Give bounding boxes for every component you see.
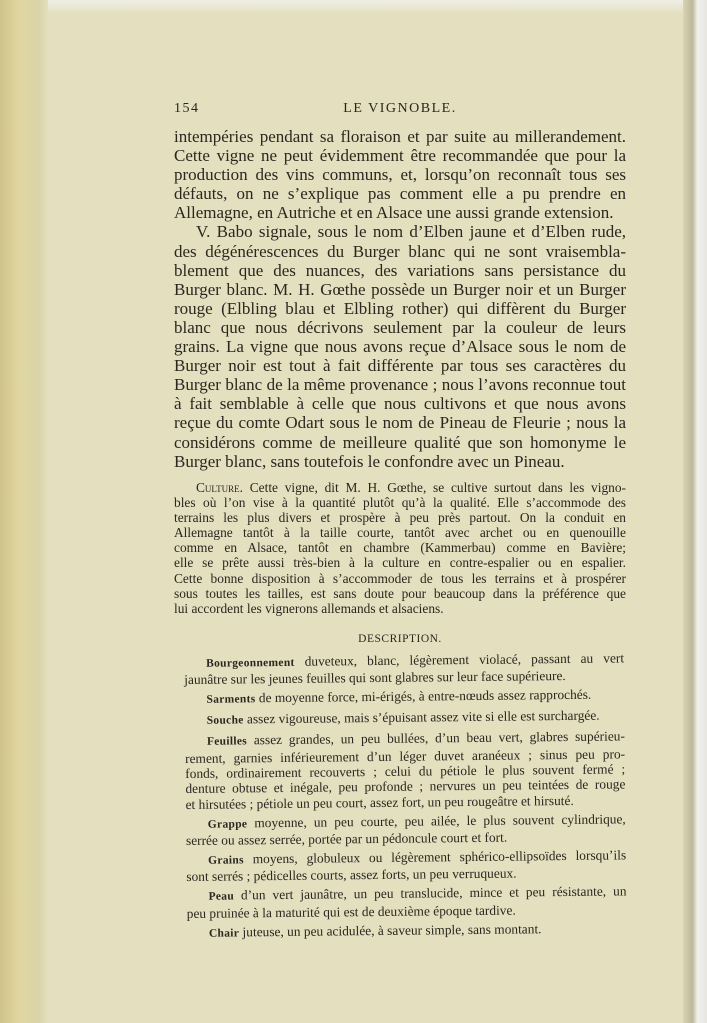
page-top-edge: [0, 0, 707, 14]
description-heading: DESCRIPTION.: [358, 633, 442, 645]
text-line: [185, 708, 625, 730]
text-line: production des vins communs, et, lorsqu’on reconnaît tous ses: [174, 165, 626, 185]
description-entry: [184, 687, 624, 709]
description-term: Feuilles: [206, 735, 248, 748]
description-entry: [186, 811, 626, 848]
line-text: fonds, ordinairement recouverts ; celui du pétiole le plus souvent fermé ;: [185, 761, 626, 781]
text-line: [174, 525, 626, 540]
text-line: [174, 601, 626, 616]
line-text: assez grandes, un peu bullées, d’un beau vert, glabres supérieu-: [253, 728, 625, 748]
text-line: [187, 920, 627, 942]
line-text: de moyenne force, mi-érigés, à entre-nœuds assez rapprochés.: [258, 687, 592, 706]
text-line: rouge (Elbling blau et Elbling rother) qui diffèrent du Burger: [174, 298, 626, 318]
book-gutter: [0, 0, 48, 1023]
line-text: rement, garnies inférieurement d’un léger duvet aranéeux ; sinus peu pro-: [185, 745, 626, 766]
line-text: assez vigoureuse, mais s’épuisant assez vite si elle est surchargée.: [246, 707, 600, 727]
description-term: Peau: [208, 890, 235, 904]
text-line: à fait semblable à celle que nous cultivons et que nous avons: [174, 394, 626, 414]
text-line: Burger noir est tout à fait différente par tous ses caractères du: [174, 356, 626, 376]
text-line: des dégénérescences du Burger blanc qui ne sont vraisembla-: [174, 241, 626, 261]
text-line: [185, 792, 625, 812]
main-text: [174, 127, 626, 471]
description-entry: [185, 729, 626, 813]
description-entry: [186, 847, 626, 884]
line-text: Cette vigne, dit M. H. Gœthe, se cultive surtout dans les vigno-: [249, 480, 626, 495]
text-line: [174, 510, 626, 525]
text-line: [174, 495, 626, 510]
line-text: Allemagne tantôt à la taille courte, tantôt avec archet ou en quenouille: [174, 525, 626, 541]
line-text: duveteux, blanc, légèrement violacé, passant au vert: [304, 650, 625, 669]
description-term: Grappe: [207, 818, 248, 831]
text-line: [174, 540, 626, 555]
text-line: [174, 571, 626, 586]
description-term: Souche: [206, 714, 244, 727]
line-text: jaunâtre sur les jeunes feuilles qui sont glabres sur leur face supérieure.: [184, 668, 566, 688]
line-text: serrée ou assez serrée, portée par un pédoncule court et fort.: [185, 829, 508, 849]
text-line: défauts, on ne s’explique pas comment elle a pu prendre en: [174, 184, 626, 204]
description-entry: [186, 884, 626, 921]
line-text: d’un vert jaunâtre, un peu translucide, mince et peu résistante, un: [240, 883, 627, 903]
text-line: [174, 480, 626, 495]
text-line: [184, 668, 624, 688]
page-right-edge: [683, 0, 707, 1023]
line-text: moyenne, un peu courte, peu ailée, le plus souvent cylindrique,: [254, 811, 626, 830]
text-line: blanc que nous décrivons seulement par la couleur de leurs: [174, 317, 626, 337]
description-entry: [184, 650, 624, 687]
description-term: Bourgeonnement: [206, 656, 295, 670]
line-text: denture obtuse et inégale, peu profonde ; nervures un peu teintées de rouge: [185, 776, 626, 797]
description-term: Chair: [208, 927, 240, 940]
description-entry: [187, 920, 627, 942]
line-text: moyens, globuleux ou légèrement sphérico-ellipsoïdes lorsqu’ils: [252, 847, 627, 867]
line-text: comme en Alsace, tantôt en chambre (Kammerbau) comme en Bavière;: [174, 540, 626, 556]
line-text: sont serrés ; pédicelles courts, assez forts, un peu verruqueux.: [186, 865, 517, 885]
line-text: lui accordent les vignerons allemands et alsaciens.: [174, 600, 444, 616]
text-line: reçue du comte Odart sous le nom de Pineau de Fleurie ; nous la: [174, 413, 626, 433]
text-line: blement que des nuances, des variations sans persistance du: [174, 260, 626, 280]
running-title: LE VIGNOBLE.: [343, 101, 457, 116]
text-line: Burger blanc de la même provenance ; nous l’avons reconnue tout: [174, 375, 626, 395]
text-line: [187, 901, 627, 921]
text-line: Burger blanc. M. H. Gœthe possède un Burger noir et un Burger: [174, 279, 626, 299]
line-text: juteuse, un peu acidulée, à saveur simple, sans montant.: [242, 920, 542, 939]
text-line: [174, 555, 626, 570]
text-line: intempéries pendant sa floraison et par suite au millerandement.: [174, 127, 626, 146]
line-text: peu pruinée à la maturité qui est de deuxième époque tardive.: [186, 902, 516, 921]
line-text: Cette bonne disposition à s’accommoder de tous les terrains et à prospérer: [174, 570, 626, 586]
line-text: bles où l’on vise à la quantité plutôt qu’à la qualité. Elle s’accommode des: [174, 495, 626, 511]
text-line: considérons comme de meilleure qualité que son homonyme le: [174, 432, 626, 452]
text-line: [184, 687, 624, 709]
page-number: 154: [174, 101, 200, 116]
text-line: Allemagne, en Autriche et en Alsace une aussi grande extension.: [174, 203, 614, 223]
line-text: terrains les plus divers et prospère à peu près partout. On la conduit en: [174, 510, 626, 526]
culture-paragraph: [174, 480, 626, 616]
description-term: Grains: [208, 854, 244, 867]
text-line: Cette vigne ne peut évidemment être recommandée que pour la: [174, 146, 626, 166]
description-entry: [185, 708, 625, 730]
text-line: grains. La vigne que nous avons reçue d’Alsace sous le nom de: [174, 337, 626, 357]
text-line: [174, 586, 626, 601]
text-line: [186, 865, 626, 885]
description-term: Sarments: [206, 693, 256, 707]
description-list: [184, 650, 627, 945]
text-line: V. Babo signale, sous le nom d’Elben jaune et d’Elben rude,: [196, 222, 626, 242]
line-text: sous toutes les tailles, est sans doute pour beaucoup dans la préférence que: [174, 585, 626, 601]
culture-heading: Culture.: [196, 480, 243, 495]
text-line: Burger blanc, sans toutefois le confondre avec un Pineau.: [174, 451, 565, 471]
line-text: et hirsutées ; pétiole un peu court, assez fort, un peu rougeâtre et hirsuté.: [185, 792, 574, 812]
text-line: [186, 828, 626, 848]
line-text: elle se prête aussi très-bien à la culture en contre-espalier ou en espalier.: [174, 555, 626, 571]
